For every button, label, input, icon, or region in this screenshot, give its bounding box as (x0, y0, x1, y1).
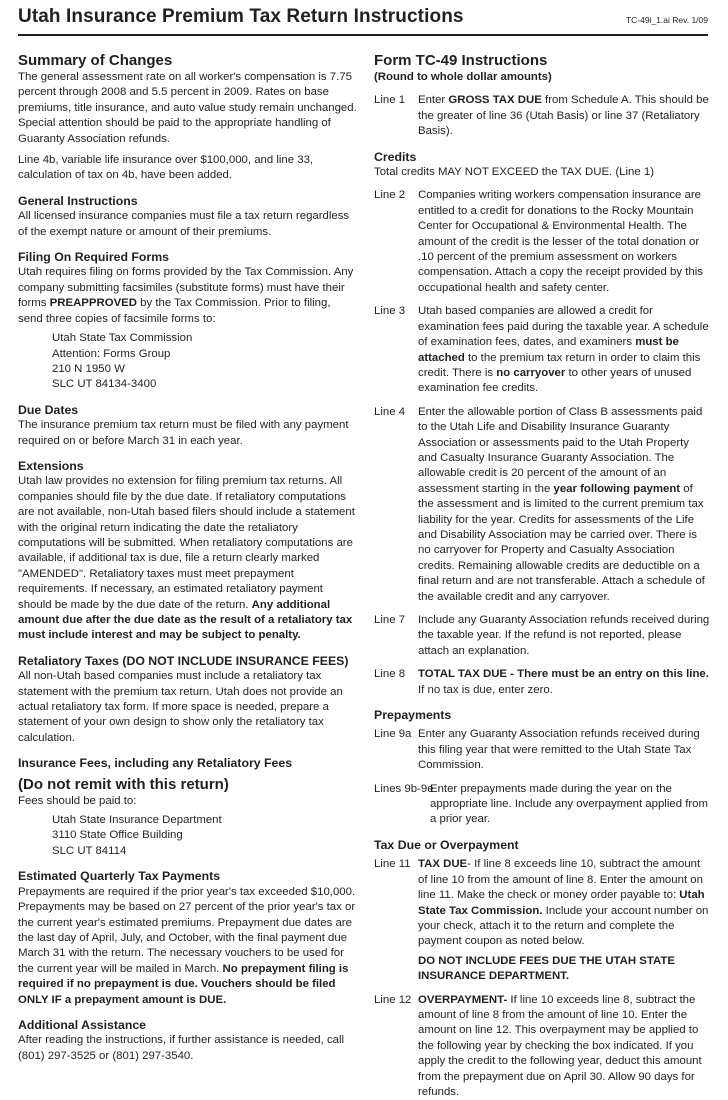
fees-paragraph: Fees should be paid to: (18, 794, 137, 807)
line-11-text-a: TAX DUE (418, 858, 468, 871)
general-instructions-heading: General Instructions (18, 193, 138, 208)
line-label: Line 7 (374, 614, 406, 626)
estimated-payments-paragraph (18, 885, 358, 1008)
line-4-instruction (374, 405, 710, 605)
estimated-payments-heading: Estimated Quarterly Tax Payments (18, 869, 221, 884)
lines-9b-9e-text: Enter prepayments made during the year on the appropriate line. Include any overpayment applied from a prior year. (430, 782, 708, 826)
general-instructions-paragraph: All licensed insurance companies must file a tax return regardless of the exempt nature or amount of their premiums. (18, 210, 350, 238)
line-label: Line 1 (374, 94, 406, 107)
prepayments-heading: Prepayments (374, 708, 452, 723)
address-line: Attention: Forms Group (52, 347, 171, 360)
summary-heading: Summary of Changes (18, 52, 173, 69)
estimated-payments-text: Prepayments are required if the prior year's tax exceeded $10,000. Prepayments may be based on 27 percent of the prior year's tax or the current year's estimated premiums. Prepayment due dates are the last day of April, July, and October, with the final payment due March 31 with the return. The necessary vouchers to be used for the current year will be mailed in March. (18, 885, 356, 975)
line-11-text-c: Utah State Tax Commission. (418, 889, 705, 917)
address-line: SLC UT 84134-3400 (52, 378, 157, 391)
filing-paragraph (18, 265, 358, 327)
line-8-text-a: TOTAL TAX DUE - There must be an entry on this line. (418, 668, 709, 681)
summary-paragraph-1: The general assessment rate on all worker's compensation is 7.75 percent through 2008 and 5.5 percent in 2009. Rates on base premiums, title insurance, and auto value study remain unchanged. Special attention should be paid to the appropriate handling of Guaranty Association refunds. (18, 71, 357, 145)
due-dates-paragraph: The insurance premium tax return must be filed with any payment required on or before March 31 in each year. (18, 419, 349, 447)
credits-heading: Credits (374, 149, 417, 164)
line-1-text-a: Enter (418, 94, 449, 107)
line-3-text-d: no carryover (496, 366, 566, 379)
line-11-note: DO NOT INCLUDE FEES DUE THE UTAH STATE INSURANCE DEPARTMENT. (418, 954, 675, 983)
filing-text-c: by the Tax Commission. Prior to filing, send three copies of facsimile forms to: (18, 297, 331, 325)
line-label: Lines 9b-9e (374, 782, 434, 795)
retaliatory-heading: Retaliatory Taxes (DO NOT INCLUDE INSURANCE FEES) (18, 653, 349, 668)
line-2-instruction (374, 188, 710, 296)
line-7-text: Include any Guaranty Association refunds received during the taxable year. If the refund is not reported, please attach an explanation. (418, 614, 710, 657)
line-11-text-d: Include your account number on your check, attach it to the return and complete the payment coupon as noted below. (418, 904, 709, 948)
filing-heading: Filing On Required Forms (18, 250, 169, 265)
line-9a-instruction (374, 727, 710, 773)
line-3-text-c: to the premium tax return in order to claim this credit. There is (418, 351, 701, 379)
line-9a-text: Enter any Guaranty Association refunds received during this filing year that were remitted to the Utah State Tax Commission. (418, 728, 700, 772)
left-column (18, 52, 358, 1064)
address-line: 3110 State Office Building (52, 829, 183, 842)
line-8-instruction (374, 667, 710, 698)
due-dates-heading: Due Dates (18, 402, 79, 417)
line-7-instruction (374, 613, 710, 659)
lines-9b-9e-instruction (374, 782, 710, 828)
right-column (374, 52, 710, 1100)
assistance-heading: Additional Assistance (18, 1017, 147, 1032)
retaliatory-paragraph: All non-Utah based companies must include a retaliatory tax statement with the premium tax return. Utah does not provide an actual retaliatory tax form. If more space is needed, prepare a statement of your own design to show only the retaliatory tax calculation. (18, 670, 343, 744)
line-12-text-b: If line 10 exceeds line 8, subtract the amount of line 8 from the amount of line 10. Enter the amount on line 12. This overpayment may be applied to the following year by checking the box indicated. If you apply the credit to the following year, deduct this amount from the prepayment due on April 30. Allow 90 days for refunds. (418, 993, 702, 1098)
line-3-text-a: Utah based companies are allowed a credit for examination fees paid during the taxable year. A schedule of examination fees, dates, and examiners (418, 305, 709, 349)
line-label: Line 2 (374, 189, 406, 202)
estimated-payments-bold-text: No prepayment filing is required if no prepayment is due. Vouchers should be filed ONLY IF a prepayment amount is DUE. (18, 962, 349, 1006)
line-label: Line 3 (374, 305, 406, 318)
form-code: TC-49i_1.ai Rev. 1/09 (625, 15, 708, 25)
line-4-text-c: of the assessment and is limited to the current premium tax liability for the year. Credits for assessments of the Life and Disability Association may be carried over. There is no carryover for Property and Casualty Association credits. Remaining allowable credits are deductible on a final return and are not transferable. Attach a schedule of the available credit and any carryover. (418, 482, 705, 603)
line-label: Line 12 (374, 993, 412, 1006)
gross-tax-due-label: GROSS TAX DUE (448, 94, 542, 107)
line-label: Line 8 (374, 668, 406, 681)
line-3-instruction (374, 304, 710, 396)
line-11-instruction (374, 857, 710, 984)
page-title: Utah Insurance Premium Tax Return Instructions (18, 6, 464, 27)
line-2-text: Companies writing workers compensation insurance are entitled to a credit for donations to the Rocky Mountain Center for Occupational & Environmental Health. The amount of the credit is the lesser of the total donation or .10 percent of the premium assessment on workers compensation. Attach a copy the receipt provided by this occupational health and safety center. (418, 189, 703, 294)
address-line: Utah State Tax Commission (52, 332, 193, 345)
summary-paragraph-2: Line 4b, variable life insurance over $100,000, and line 33, calculation of tax on 4b, have been added. (18, 154, 314, 182)
form-instructions-heading: Form TC-49 Instructions (374, 52, 548, 69)
line-1-text-c: from Schedule A. This should be the greater of line 36 (Utah Basis) or line 37 (Retaliatory Basis). (418, 94, 709, 138)
forms-group-address (52, 331, 358, 393)
address-line: 210 N 1950 W (52, 362, 125, 375)
line-8-text-b: If no tax is due, enter zero. (418, 683, 553, 696)
line-12-text-a: OVERPAYMENT- (418, 993, 508, 1006)
address-line: SLC UT 84114 (52, 844, 127, 857)
line-4-text-a: Enter the allowable portion of Class B assessments paid to the Utah Life and Disability Insurance Guaranty Association or assessments paid to the Utah Property and Casualty Insurance Guaranty Association. The allowable credit is 20 percent of the amount of an assessment starting in the (418, 405, 703, 495)
filing-text-preapproved: PREAPPROVED (49, 297, 138, 310)
fees-subheading: (Do not remit with this return) (18, 775, 229, 793)
line-label: Line 4 (374, 405, 406, 418)
line-11-text-b: - If line 8 exceeds line 10, subtract the amount of line 10 from the amount of line 8. Enter the amount on line 11. Make the check or money order payable to: (418, 858, 703, 902)
line-4-text-b: year following payment (553, 482, 681, 495)
line-3-text-b: must be attached (418, 336, 679, 364)
extensions-text: Utah law provides no extension for filing premium tax returns. All companies should file by the due date. If retaliatory computations are not available, non-Utah based filers should include a statement with the original return indicating the date the retaliatory computations will be submitted. When retaliatory computations are available, if additional tax is due, file a return clearly marked "AMENDED". Retaliatory taxes must meet prepayment requirements. If necessary, an estimated retaliatory payment should be made by the due date of the return. (18, 475, 355, 611)
line-label: Line 9a (374, 728, 412, 741)
extensions-heading: Extensions (18, 458, 84, 473)
page-header (18, 4, 708, 36)
filing-text-a: Utah requires filing on forms provided by the Tax Commission. Any company submitting facsimiles (substitute forms) must have their forms (18, 266, 354, 310)
credits-paragraph: Total credits MAY NOT EXCEED the TAX DUE. (Line 1) (374, 166, 655, 179)
line-1-instruction (374, 93, 710, 139)
line-12-instruction (374, 993, 710, 1100)
line-label: Line 11 (374, 858, 411, 871)
extensions-paragraph (18, 474, 358, 643)
insurance-department-address (52, 813, 358, 859)
tax-due-heading: Tax Due or Overpayment (374, 837, 519, 852)
assistance-paragraph: After reading the instructions, if further assistance is needed, call (801) 297-3525 or (801) 297-3540. (18, 1034, 345, 1062)
line-3-text-e: to other years of unused examination fee credits. (418, 366, 692, 395)
fees-heading: Insurance Fees, including any Retaliatory Fees (18, 756, 293, 771)
address-line: Utah State Insurance Department (52, 814, 222, 827)
rounding-note: (Round to whole dollar amounts) (374, 71, 552, 83)
extensions-bold-text: Any additional amount due after the due date as the result of a retaliatory tax must include interest and may be subject to penalty. (18, 598, 353, 642)
